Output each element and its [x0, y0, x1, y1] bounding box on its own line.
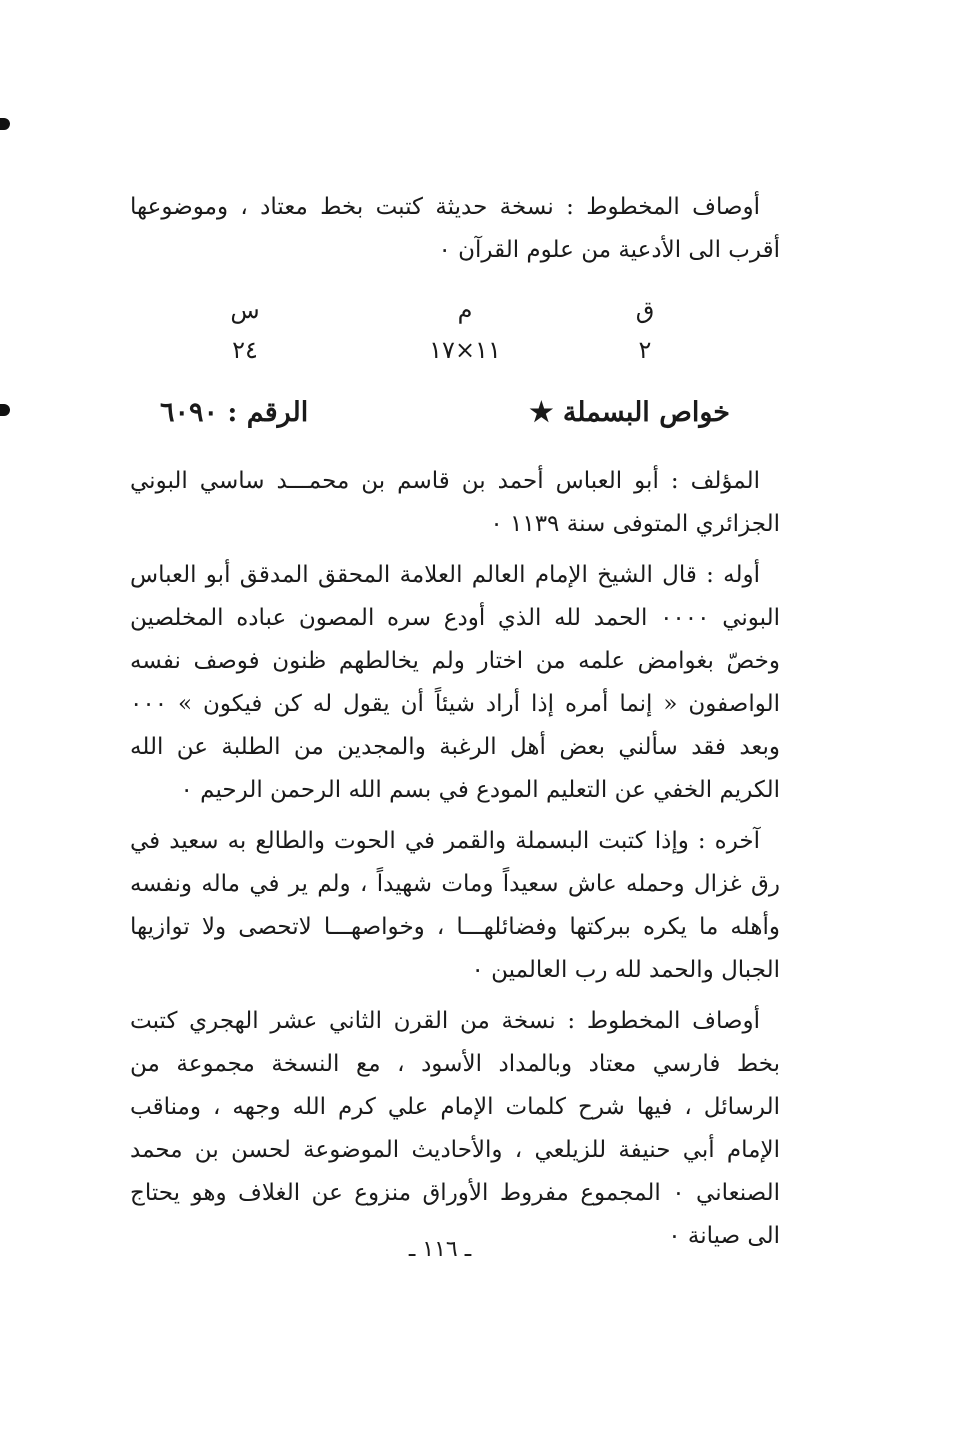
dimension-m	[410, 290, 520, 370]
dimension-s-label: س	[230, 296, 260, 324]
previous-entry-description	[130, 186, 780, 272]
entry-body	[130, 460, 780, 1258]
dimension-s-value: ٢٤	[232, 336, 258, 364]
explicit-paragraph: آخره : وإذا كتبت البسملة والقمر في الحوت والطالع به سعيد في رق غزال وحمله عاش سعيداً ومات شهيداً ، ولم ير في ماله ونفسه وأهله ما يكره ببركتها وفضائلهـــا ، وخواصهـــا لاتحصى ولا توازيها الجبال والحمد لله رب العالمين ٠	[130, 828, 780, 983]
scan-edge-mark	[0, 404, 10, 416]
dimension-m-label: م	[457, 296, 473, 324]
scan-edge-mark	[0, 118, 10, 130]
description-paragraph: أوصاف المخطوط : نسخة من القرن الثاني عشر الهجري كتبت بخط فارسي معتاد وبالمداد الأسود ، مع النسخة مجموعة من الرسائل ، فيها شرح كلمات الإمام علي كرم الله وجهه ، ومناقب الإمام أبي حنيفة للزيلعي ، والأحاديث الموضوعة لحسن بن محمد الصنعاني ٠ المجموع مفروط الأوراق منزوع عن الغلاف وهو يحتاج الى صيانة ٠	[130, 1008, 780, 1249]
author-paragraph: المؤلف : أبو العباس أحمد بن قاسم بن محمـــد ساسي البوني الجزائري المتوفى سنة ١١٣٩ ٠	[130, 468, 780, 537]
entry-heading	[160, 388, 740, 438]
entry-title: خواص البسملة ★	[529, 397, 730, 428]
page-number: ـ ١١٦ ـ	[408, 1237, 472, 1262]
entry-number: الرقم : ٦٠٩٠	[160, 397, 309, 428]
dimension-q	[590, 290, 700, 370]
dimension-s	[190, 290, 300, 370]
dimension-q-label: ق	[635, 296, 655, 324]
dimension-q-value: ٢	[638, 336, 652, 364]
dimension-m-value: ١١×١٧	[429, 336, 501, 364]
description-paragraph: أوصاف المخطوط : نسخة حديثة كتبت بخط معتاد ، وموضوعها أقرب الى الأدعية من علوم القرآن ٠	[130, 194, 780, 263]
incipit-paragraph: أوله : قال الشيخ الإمام العالم العلامة المحقق المدقق أبو العباس البوني ٠٠٠٠ الحمد لله الذي أودع سره المصون عباده المخلصين وخصّ بغوامض علمه من اختار ولم يخالطهم ظنون فوصف نفسه الواصفون « إنما أمره إذا أراد شيئاً أن يقول له كن فيكون » ٠٠٠ وبعد فقد سألني بعض أهل الرغبة والمجدين من الطلبة عن الله الكريم الخفي عن التعليم المودع في بسم الله الرحمن الرحيم ٠	[130, 562, 780, 803]
dimensions-table	[200, 290, 720, 370]
